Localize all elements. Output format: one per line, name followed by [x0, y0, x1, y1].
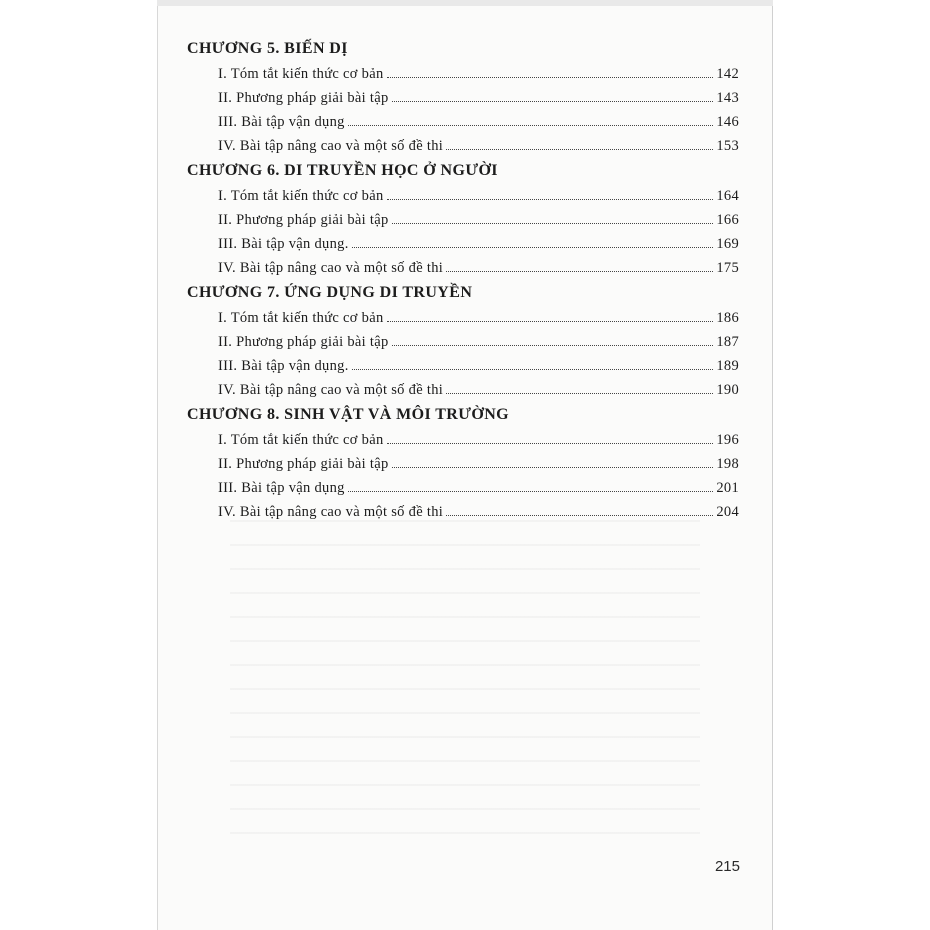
entry-label: II. Phương pháp giải bài tập — [218, 90, 389, 106]
entry-page-number: 166 — [716, 212, 739, 228]
toc-entry — [187, 86, 739, 110]
entry-page-number: 175 — [716, 260, 739, 276]
entry-page-number: 169 — [716, 236, 739, 252]
entry-label: II. Phương pháp giải bài tập — [218, 456, 389, 472]
toc-entry — [187, 232, 739, 256]
chapter-5 — [187, 36, 739, 158]
toc-entry — [187, 134, 739, 158]
page-number: 215 — [714, 858, 740, 875]
entry-label: I. Tóm tắt kiến thức cơ bản — [218, 310, 384, 326]
toc-entry — [187, 428, 739, 452]
dot-leader — [392, 466, 714, 468]
entry-label: I. Tóm tắt kiến thức cơ bản — [218, 432, 384, 448]
entry-page-number: 198 — [716, 456, 739, 472]
entry-label: IV. Bài tập nâng cao và một số đề thi — [218, 504, 444, 520]
entry-page-number: 196 — [716, 432, 739, 448]
dot-leader — [387, 320, 714, 322]
toc-entry — [187, 256, 739, 280]
entry-page-number: 186 — [716, 310, 739, 326]
entry-label: I. Tóm tắt kiến thức cơ bản — [218, 66, 384, 82]
dot-leader — [387, 76, 714, 78]
toc-entry — [187, 452, 739, 476]
entry-label: IV. Bài tập nâng cao và một số đề thi — [218, 138, 444, 154]
toc-entry — [187, 62, 739, 86]
toc-entry — [187, 378, 739, 402]
toc-entry — [187, 476, 739, 500]
chapter-title: CHƯƠNG 5. BIẾN DỊ — [187, 40, 348, 57]
entry-page-number: 204 — [716, 504, 739, 520]
dot-leader — [352, 368, 714, 370]
toc-entry — [187, 110, 739, 134]
chapter-title: CHƯƠNG 7. ỨNG DỤNG DI TRUYỀN — [187, 284, 473, 301]
entry-label: III. Bài tập vận dụng. — [218, 236, 349, 252]
entry-label: III. Bài tập vận dụng. — [218, 358, 349, 374]
toc-entry — [187, 306, 739, 330]
entry-label: III. Bài tập vận dụng — [218, 114, 345, 130]
entry-label: I. Tóm tắt kiến thức cơ bản — [218, 188, 384, 204]
table-of-contents — [187, 36, 739, 524]
entry-label: II. Phương pháp giải bài tập — [218, 212, 389, 228]
show-through-text — [230, 520, 700, 850]
toc-entry — [187, 500, 739, 524]
dot-leader — [352, 246, 714, 248]
entry-label: IV. Bài tập nâng cao và một số đề thi — [218, 260, 444, 276]
chapter-7 — [187, 280, 739, 402]
dot-leader — [446, 148, 713, 150]
toc-entry — [187, 354, 739, 378]
entry-page-number: 189 — [716, 358, 739, 374]
entry-page-number: 153 — [716, 138, 739, 154]
chapter-title: CHƯƠNG 6. DI TRUYỀN HỌC Ở NGƯỜI — [187, 162, 498, 179]
dot-leader — [392, 344, 714, 346]
entry-page-number: 187 — [716, 334, 739, 350]
chapter-6 — [187, 158, 739, 280]
entry-label: II. Phương pháp giải bài tập — [218, 334, 389, 350]
page-top-edge — [157, 0, 773, 6]
entry-label: III. Bài tập vận dụng — [218, 480, 345, 496]
dot-leader — [392, 100, 714, 102]
entry-page-number: 146 — [716, 114, 739, 130]
entry-page-number: 143 — [716, 90, 739, 106]
dot-leader — [446, 270, 713, 272]
chapter-8 — [187, 402, 739, 524]
dot-leader — [446, 514, 713, 516]
entry-page-number: 142 — [716, 66, 739, 82]
dot-leader — [387, 442, 714, 444]
entry-page-number: 164 — [716, 188, 739, 204]
chapter-title: CHƯƠNG 8. SINH VẬT VÀ MÔI TRƯỜNG — [187, 406, 510, 423]
toc-entry — [187, 184, 739, 208]
dot-leader — [446, 392, 713, 394]
entry-page-number: 190 — [716, 382, 739, 398]
dot-leader — [348, 124, 714, 126]
dot-leader — [387, 198, 714, 200]
toc-entry — [187, 208, 739, 232]
entry-label: IV. Bài tập nâng cao và một số đề thi — [218, 382, 444, 398]
entry-page-number: 201 — [716, 480, 739, 496]
toc-entry — [187, 330, 739, 354]
dot-leader — [348, 490, 714, 492]
dot-leader — [392, 222, 714, 224]
